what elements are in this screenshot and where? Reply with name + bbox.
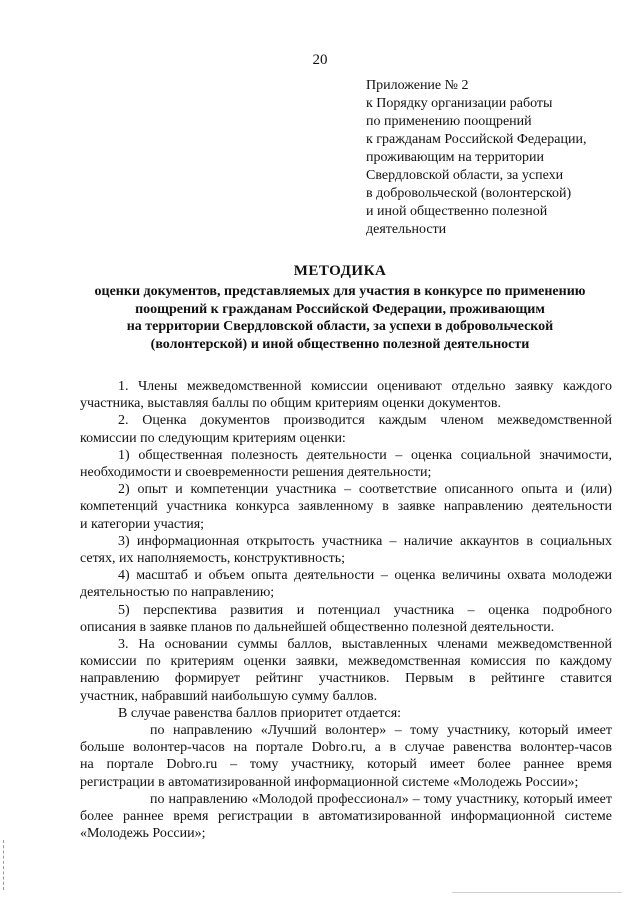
appendix-header bbox=[366, 77, 636, 239]
body-line: по направлению «Лучший волонтер» – тому участнику, который имеет bbox=[150, 723, 612, 739]
body-line: необходимости и своевременности решения деятельности; bbox=[80, 465, 432, 481]
body-line: регистрации в автоматизированной информационной системе «Молодежь России»; bbox=[80, 774, 579, 790]
appendix-line: и иной общественно полезной bbox=[366, 204, 548, 219]
body-line: больше волонтер-часов на портале Dobro.ru, а в случае равенства волонтер-часов bbox=[80, 740, 612, 756]
body-line: 2. Оценка документов производится каждым членом межведомственной bbox=[118, 413, 612, 429]
document-title-block bbox=[40, 261, 640, 353]
body-line: 1) общественная полезность деятельности – оценка социальной значимости, bbox=[118, 447, 612, 463]
body-line: направлению формирует рейтинг участников. Первым в рейтинге ставится bbox=[80, 671, 612, 687]
document-title: МЕТОДИКА bbox=[293, 263, 387, 279]
appendix-line: Свердловской области, за успехи bbox=[366, 168, 564, 183]
appendix-line: к Порядку организации работы bbox=[366, 96, 553, 111]
body-line: 4) масштаб и объем опыта деятельности – оценка величины охвата молодежи bbox=[118, 568, 612, 584]
body-line: 2) опыт и компетенции участника – соответствие описанного опыта и (или) bbox=[118, 482, 612, 498]
body-line: 1. Члены межведомственной комиссии оценивают отдельно заявку каждого bbox=[118, 379, 612, 394]
body-line: 3) информационная открытость участника – наличие аккаунтов в социальных bbox=[118, 533, 612, 549]
page-number: 20 bbox=[312, 52, 328, 68]
document-subtitle bbox=[40, 283, 640, 353]
appendix-line: деятельности bbox=[366, 222, 447, 237]
document-body bbox=[80, 378, 612, 842]
body-line: комиссии по критериям оценки заявки, межведомственная комиссия по каждому bbox=[80, 654, 612, 670]
appendix-line: проживающим на территории bbox=[366, 150, 544, 165]
body-line: участник, набравший наибольшую сумму баллов. bbox=[80, 688, 378, 704]
subtitle-line: оценки документов, представляемых для участия в конкурсе по применению bbox=[94, 284, 586, 299]
body-line: сетях, их наполняемость, конструктивность; bbox=[80, 551, 346, 567]
appendix-line: Приложение № 2 bbox=[366, 78, 469, 93]
body-line: компетенций участника конкурса заявленному в заявке направлению деятельности bbox=[80, 499, 612, 515]
appendix-line: по применению поощрений bbox=[366, 114, 532, 129]
appendix-line: к гражданам Российской Федерации, bbox=[366, 132, 587, 147]
body-line: на портале Dobro.ru – тому участнику, который имеет более раннее время bbox=[80, 757, 612, 773]
body-line: более раннее время регистрации в автоматизированной информационной системе bbox=[80, 809, 612, 825]
scan-margin-mark bbox=[3, 840, 6, 890]
body-line: «Молодежь России»; bbox=[80, 826, 206, 842]
subtitle-line: поощрений к гражданам Российской Федерации, проживающим bbox=[135, 301, 545, 317]
body-line: комиссии по следующим критериям оценки: bbox=[80, 430, 346, 446]
subtitle-line: (волонтерской) и иной общественно полезной деятельности bbox=[150, 336, 530, 352]
body-line: В случае равенства баллов приоритет отдается: bbox=[118, 705, 402, 721]
body-line: деятельностью по направлению; bbox=[80, 585, 275, 601]
body-line: 5) перспектива развития и потенциал участника – оценка подробного bbox=[118, 602, 612, 618]
bottom-rule bbox=[452, 892, 622, 893]
appendix-line: в добровольческой (волонтерской) bbox=[366, 186, 572, 201]
subtitle-line: на территории Свердловской области, за успехи в добровольческой bbox=[126, 319, 554, 334]
body-line: 3. На основании суммы баллов, выставленных членами межведомственной bbox=[118, 637, 612, 653]
body-line: по направлению «Молодой профессионал» – тому участнику, который имеет bbox=[150, 791, 612, 807]
body-line: участника, выставляя баллы по общим критериям оценки документов. bbox=[80, 396, 502, 412]
body-line: и категории участия; bbox=[80, 516, 205, 532]
body-line: описания в заявке планов по дальнейшей общественно полезной деятельности. bbox=[80, 619, 555, 635]
